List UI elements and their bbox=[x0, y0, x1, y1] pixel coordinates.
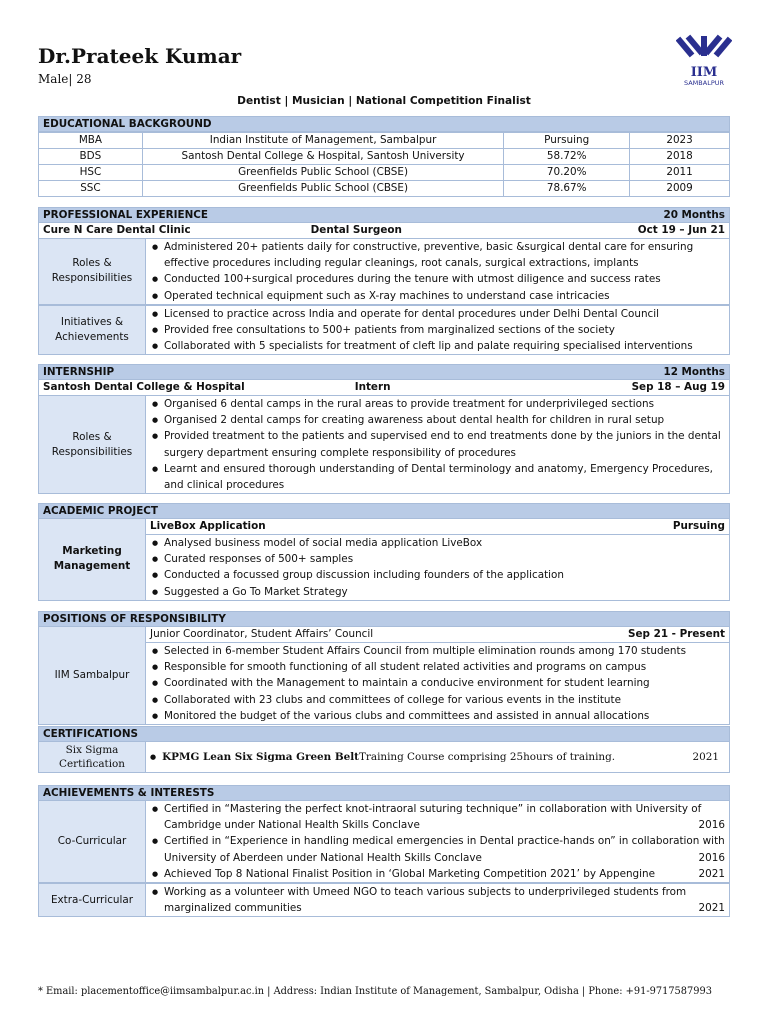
section-header: ACADEMIC PROJECT bbox=[38, 503, 730, 519]
extra-curricular-block: Extra-Curricular ● Working as a volunteer with Umeed NGO to teach various subjects to underprivileged students from marginalized communities 2021 bbox=[38, 883, 730, 917]
contact-footer: * Email: placementoffice@iimsambalpur.ac.in | Address: Indian Institute of Management, Sambalpur, Odisha | Phone: +91-9717587993 bbox=[38, 986, 712, 997]
internship-section bbox=[38, 364, 730, 494]
internship-roles-block: Roles & Responsibilities ● Organised 6 dental camps in the rural areas to provide treatment for underprivileged sections ● Organised 2 dental camps for creating awareness about dental health for children in rural setup ● Provided treatment to the patients and supervised end to end treatments done by the juniors in the dental surgery department ensuring complete responsibility of procedures ● Learnt and ensured thorough understanding of Dental terminology and anatomy, Emergency Procedures, and clinical procedures bbox=[38, 396, 730, 494]
certification-block: Six Sigma Certification ● KPMG Lean Six Sigma Green Belt Training Course comprising 25hours of training. 2021 bbox=[38, 742, 730, 773]
roles-block: Roles & Responsibilities ● Administered 20+ patients daily for constructive, preventive, basic &surgical dental care for ensuring effective procedures including regular cleanings, root canals, surgical extractions, implants ● Conducted 100+surgical procedures during the tenure with utmost diligence and success rates ● Operated technical equipment such as X-ray machines to understand case intricacies bbox=[38, 239, 730, 305]
list-item: ● Analysed business model of social media application LiveBox bbox=[164, 535, 725, 551]
list-item: ● Working as a volunteer with Umeed NGO to teach various subjects to underprivileged students from marginalized communities 2021 bbox=[164, 884, 725, 916]
list-item: ● Certified in “Experience in handling medical emergencies in Dental practice-hands on” in collaboration with University of Aberdeen under National Health Skills Conclave 2016 bbox=[164, 833, 725, 865]
list-item: ● Provided free consultations to 500+ patients from marginalized sections of the society bbox=[164, 322, 725, 338]
list-item: ● Responsible for smooth functioning of all student related activities and programs on campus bbox=[164, 659, 725, 675]
education-table bbox=[38, 132, 730, 197]
logo-text: IIM bbox=[690, 65, 718, 80]
iim-logo-icon bbox=[676, 32, 732, 88]
education-row: SSC Greenfields Public School (CBSE) 78.67% 2009 bbox=[39, 181, 730, 197]
co-curricular-block: Co-Curricular ● Certified in “Mastering the perfect knot-intraoral suturing technique” in collaboration with University of Cambridge under National Health Skills Conclave 2016 ● Certified in “Experience in handling medical emergencies in Dental practice-hands on” in collaboration with University of Aberdeen under National Health Skills Conclave 2016 ● Achieved Top 8 National Finalist Position in ‘Global Marketing Competition 2021’ by Appengine 2021 bbox=[38, 801, 730, 883]
list-item: ● Organised 2 dental camps for creating awareness about dental health for children in rural setup bbox=[164, 412, 725, 428]
list-item: ● Coordinated with the Management to maintain a conducive environment for student learning bbox=[164, 675, 725, 691]
section-header: CERTIFICATIONS bbox=[38, 726, 730, 742]
positions-section bbox=[38, 611, 730, 725]
positions-block: IIM Sambalpur Junior Coordinator, Student Affairs’ Council Sep 21 - Present ● Selected in 6-member Student Affairs Council from multiple elimination rounds among 170 students ● Responsible for smooth functioning of all student related activities and programs on campus ● Coordinated with the Management to maintain a conducive environment for student learning ● Collaborated with 23 clubs and committees of college for various events in the institute ● Monitored the budget of the various clubs and committees and assisted in annual allocations bbox=[38, 627, 730, 725]
list-item: ● Learnt and ensured thorough understanding of Dental terminology and anatomy, Emergency Procedures, and clinical procedures bbox=[164, 461, 725, 493]
list-item: ● Conducted a focussed group discussion including founders of the application bbox=[164, 567, 725, 583]
list-item: ● Conducted 100+surgical procedures during the tenure with utmost diligence and success rates bbox=[164, 271, 725, 287]
section-header: POSITIONS OF RESPONSIBILITY bbox=[38, 611, 730, 627]
initiatives-block: Initiatives & Achievements ● Licensed to practice across India and operate for dental procedures under Delhi Dental Council ● Provided free consultations to 500+ patients from marginalized sections of the society ● Collaborated with 5 specialists for treatment of cleft lip and palate requiring specialised interventions bbox=[38, 305, 730, 356]
list-item: ● Operated technical equipment such as X-ray machines to understand case intricacies bbox=[164, 288, 725, 304]
section-header: PROFESSIONAL EXPERIENCE 20 Months bbox=[38, 207, 730, 223]
list-item: ● Achieved Top 8 National Finalist Position in ‘Global Marketing Competition 2021’ by Appengine 2021 bbox=[164, 866, 725, 882]
list-item: ● Monitored the budget of the various clubs and committees and assisted in annual allocations bbox=[164, 708, 725, 724]
iim-logo bbox=[676, 32, 732, 88]
section-header: ACHIEVEMENTS & INTERESTS bbox=[38, 785, 730, 801]
list-item: ● Provided treatment to the patients and supervised end to end treatments done by the juniors in the dental surgery department ensuring complete responsibility of procedures bbox=[164, 428, 725, 460]
list-item: ● Organised 6 dental camps in the rural areas to provide treatment for underprivileged sections bbox=[164, 396, 725, 412]
experience-headline: Cure N Care Dental Clinic Dental Surgeon Oct 19 – Jun 21 bbox=[38, 223, 730, 239]
experience-section bbox=[38, 207, 730, 355]
achievements-section bbox=[38, 785, 730, 917]
tagline: Dentist | Musician | National Competition Finalist bbox=[237, 95, 531, 107]
section-header: INTERNSHIP 12 Months bbox=[38, 364, 730, 380]
list-item: ● Licensed to practice across India and operate for dental procedures under Delhi Dental Council bbox=[164, 306, 725, 322]
list-item: ● Collaborated with 23 clubs and committees of college for various events in the institute bbox=[164, 692, 725, 708]
list-item: ● Certified in “Mastering the perfect knot-intraoral suturing technique” in collaboration with University of Cambridge under National Health Skills Conclave 2016 bbox=[164, 801, 725, 833]
logo-subtext: SAMBALPUR bbox=[683, 79, 725, 87]
candidate-name: Dr.Prateek Kumar bbox=[38, 44, 242, 68]
project-block: Marketing Management LiveBox Application Pursuing ● Analysed business model of social media application LiveBox ● Curated responses of 500+ samples ● Conducted a focussed group discussion including founders of the application ● Suggested a Go To Market Strategy bbox=[38, 519, 730, 601]
education-row: HSC Greenfields Public School (CBSE) 70.20% 2011 bbox=[39, 165, 730, 181]
internship-headline: Santosh Dental College & Hospital Intern Sep 18 – Aug 19 bbox=[38, 380, 730, 396]
list-item: ● Suggested a Go To Market Strategy bbox=[164, 584, 725, 600]
list-item: ● Curated responses of 500+ samples bbox=[164, 551, 725, 567]
list-item: ● Selected in 6-member Student Affairs Council from multiple elimination rounds among 170 students bbox=[164, 643, 725, 659]
gender-age: Male| 28 bbox=[38, 72, 92, 86]
education-row: BDS Santosh Dental College & Hospital, Santosh University 58.72% 2018 bbox=[39, 149, 730, 165]
certifications-section bbox=[38, 726, 730, 773]
education-section bbox=[38, 116, 730, 197]
list-item: ● Administered 20+ patients daily for constructive, preventive, basic &surgical dental care for ensuring effective procedures including regular cleanings, root canals, surgical extractions, implants bbox=[164, 239, 725, 271]
education-row: MBA Indian Institute of Management, Sambalpur Pursuing 2023 bbox=[39, 133, 730, 149]
list-item: ● Collaborated with 5 specialists for treatment of cleft lip and palate requiring specialised interventions bbox=[164, 338, 725, 354]
project-section bbox=[38, 503, 730, 601]
section-header: EDUCATIONAL BACKGROUND bbox=[38, 116, 730, 132]
